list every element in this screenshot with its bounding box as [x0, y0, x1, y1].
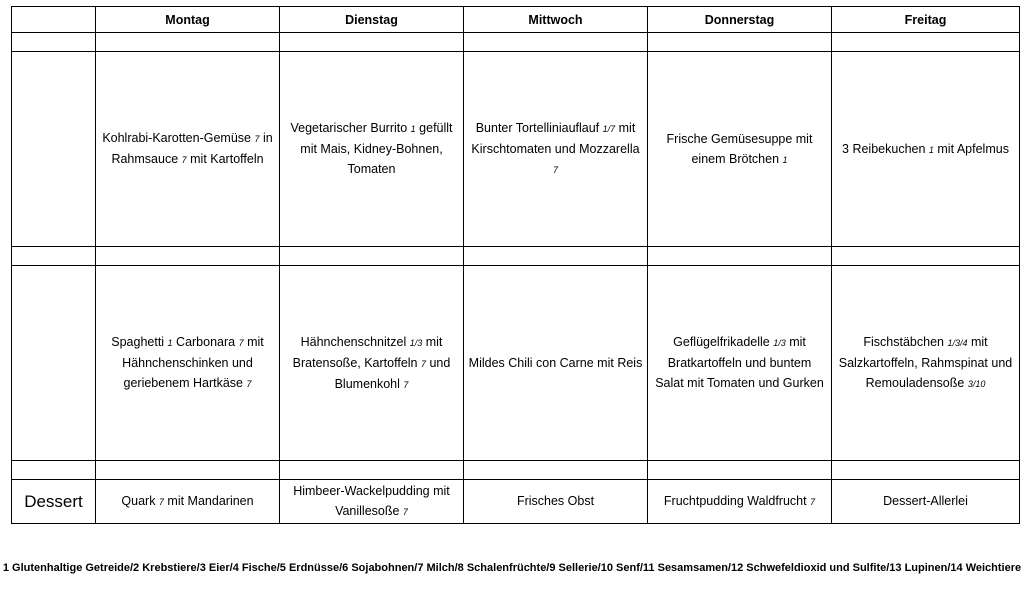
meal-row-2: [12, 266, 1020, 461]
day-header: Montag: [96, 7, 280, 33]
allergen-code: 1: [782, 154, 788, 165]
dessert-cell: Fruchtpudding Waldfrucht 7: [648, 480, 832, 524]
allergen-code: 7: [420, 358, 426, 369]
allergen-code: 7: [181, 155, 187, 165]
meal-cell: Geflügelfrikadelle 1/3 mit Bratkartoffeln und buntem Salat mit Tomaten und Gurken: [648, 266, 832, 461]
meal-cell: Kohlrabi-Karotten-Gemüse 7 in Rahmsauce 7 mit Kartoffeln: [96, 52, 280, 247]
allergen-legend: 1 Glutenhaltige Getreide/2 Krebstiere/3 Eier/4 Fische/5 Erdnüsse/6 Sojabohnen/7 Milch/8 Schalenfrüchte/9 Sellerie/10 Senf/11 Sesamsamen/12 Schwefeldioxid und Sulfite/13 Lupinen/14 Weichtiere: [2, 562, 1022, 574]
meal-cell: Fischstäbchen 1/3/4 mit Salzkartoffeln, Rahmspinat und Remouladensoße 3/10: [832, 266, 1020, 461]
day-header: Mittwoch: [464, 7, 648, 33]
day-header: Donnerstag: [648, 7, 832, 33]
header-row: [12, 7, 1020, 33]
dessert-cell: Dessert-Allerlei: [832, 480, 1020, 524]
meal-cell: Vegetarischer Burrito 1 gefüllt mit Mais, Kidney-Bohnen, Tomaten: [280, 52, 464, 247]
dessert-cell: Quark 7 mit Mandarinen: [96, 480, 280, 524]
allergen-code: 3/10: [967, 379, 986, 389]
dessert-row: [12, 480, 1020, 524]
allergen-code: 7: [158, 497, 164, 507]
day-header: Dienstag: [280, 7, 464, 33]
meal-cell: 3 Reibekuchen 1 mit Apfelmus: [832, 52, 1020, 247]
meal-cell: Bunter Tortelliniauflauf 1/7 mit Kirschtomaten und Mozzarella 7: [464, 52, 648, 247]
meal-cell: Mildes Chili con Carne mit Reis: [464, 266, 648, 461]
allergen-code: 1/3: [409, 337, 423, 348]
dessert-label: Dessert: [12, 480, 96, 524]
allergen-code: 7: [810, 497, 816, 507]
meal-cell: Hähnchenschnitzel 1/3 mit Bratensoße, Kartoffeln 7 und Blumenkohl 7: [280, 266, 464, 461]
allergen-code: 1: [167, 338, 173, 348]
spacer-row: [12, 33, 1020, 52]
allergen-code: 1/7: [602, 124, 616, 134]
dessert-cell: Frisches Obst: [464, 480, 648, 524]
row-label: [12, 266, 96, 461]
meal-cell: Spaghetti 1 Carbonara 7 mit Hähnchenschinken und geriebenem Hartkäse 7: [96, 266, 280, 461]
allergen-code: 1/3: [773, 338, 786, 348]
meal-row-1: [12, 52, 1020, 247]
corner-cell: [12, 7, 96, 33]
allergen-code: 1/3/4: [947, 338, 968, 348]
menu-table: [11, 6, 1020, 524]
day-header: Freitag: [832, 7, 1020, 33]
allergen-code: 7: [246, 379, 252, 389]
row-label: [12, 52, 96, 247]
meal-cell: Frische Gemüsesuppe mit einem Brötchen 1: [648, 52, 832, 247]
allergen-code: 7: [552, 165, 558, 175]
spacer-row: [12, 461, 1020, 480]
allergen-code: 1: [410, 124, 416, 134]
spacer-row: [12, 247, 1020, 266]
allergen-code: 1: [928, 144, 934, 155]
allergen-code: 7: [238, 338, 244, 348]
dessert-cell: Himbeer-Wackelpudding mit Vanillesoße 7: [280, 480, 464, 524]
allergen-code: 7: [403, 379, 409, 390]
allergen-code: 7: [254, 134, 260, 144]
allergen-code: 7: [402, 507, 408, 517]
